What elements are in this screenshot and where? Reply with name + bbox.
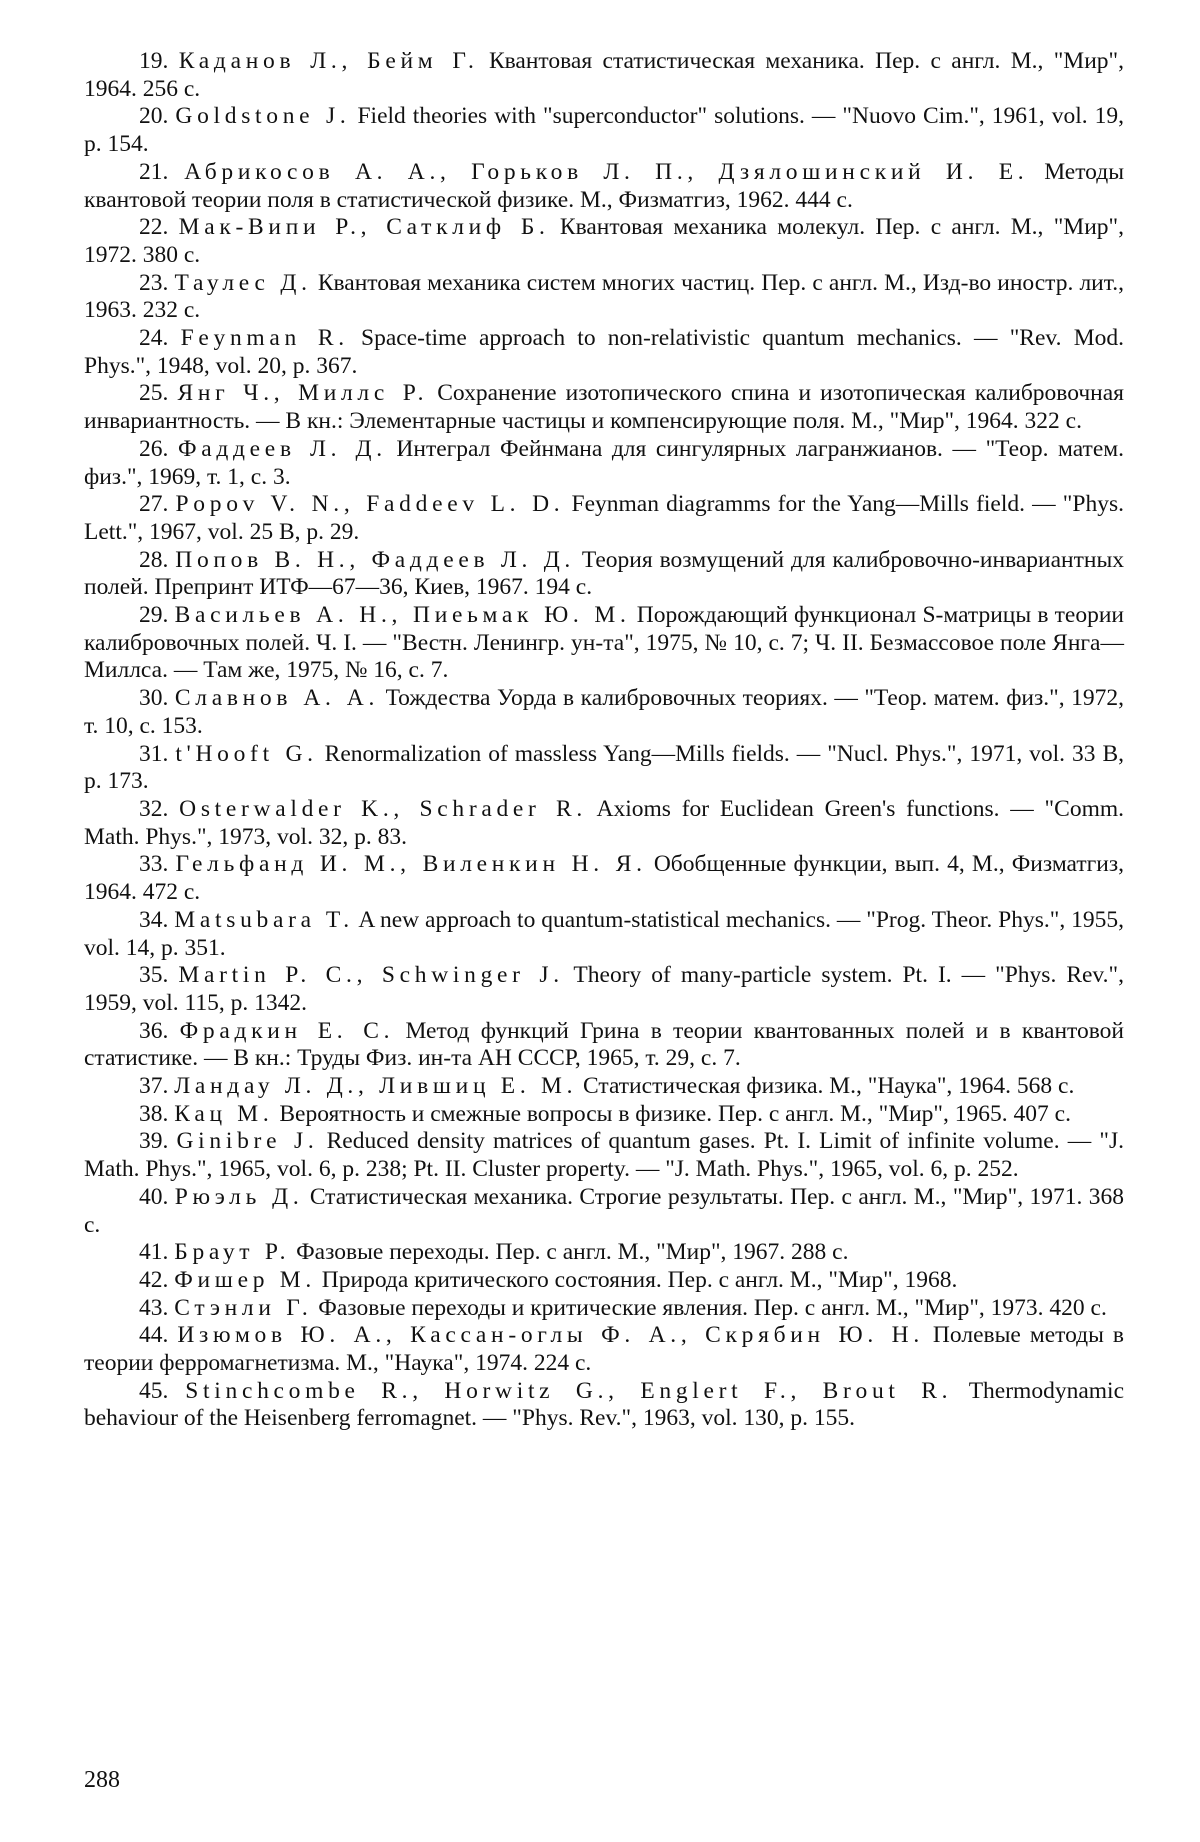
reference-authors: Matsubara T. (174, 906, 354, 933)
reference-item (84, 1184, 1124, 1239)
reference-text: Статистическая физика. М., "Наука", 1964. 568 с. (577, 1073, 1075, 1100)
reference-item (84, 796, 1124, 851)
reference-text: Квантовая статистическая механика. Пер. с англ. М., "Мир", 1964. 256 с. (84, 48, 1124, 102)
reference-number: 29. (139, 602, 169, 629)
reference-number: 31. (139, 740, 169, 767)
reference-text: Полевые методы в теории ферромагнетизма. М., "Наука", 1974. 224 с. (84, 1322, 1125, 1377)
reference-number: 38. (139, 1100, 169, 1127)
reference-text: Фазовые переходы и критические явления. Пер. с англ. М., "Мир", 1973. 420 с. (312, 1294, 1107, 1321)
reference-item (84, 851, 1124, 906)
reference-item (84, 741, 1124, 796)
reference-list (84, 48, 1124, 1433)
reference-item (84, 380, 1124, 435)
reference-text: Тождества Уорда в калибровочных теориях. — "Теор. матем. физ.", 1972, т. 10, с. 153. (84, 685, 1125, 739)
reference-text: Природа критического состояния. Пер. с англ. М., "Мир", 1968. (315, 1266, 958, 1293)
reference-text: Space-time approach to non-relativistic quantum mechanics. — "Rev. Mod. Phys.", 1948, vol. 20, p. 367. (84, 325, 1125, 379)
reference-number: 30. (139, 685, 169, 712)
reference-number: 21. (139, 158, 169, 185)
reference-item (84, 1128, 1124, 1183)
reference-text: Квантовая механика молекул. Пер. с англ. М., "Мир", 1972. 380 с. (84, 214, 1124, 268)
reference-text: Метод функций Грина в теории квантованных полей и в квантовой статистике. — В кн.: Труды Физ. ин-та АН СССР, 1965, т. 29, с. 7. (84, 1017, 1125, 1072)
reference-text: Theory of many-particle system. Pt. I. — "Phys. Rev.", 1959, vol. 115, p. 1342. (84, 962, 1125, 1016)
reference-number: 44. (139, 1322, 169, 1349)
reference-number: 36. (139, 1017, 169, 1044)
reference-item (84, 159, 1124, 214)
reference-item (84, 602, 1124, 685)
reference-number: 40. (139, 1183, 169, 1210)
reference-item (84, 1073, 1124, 1101)
reference-number: 20. (139, 103, 169, 130)
reference-authors: Славнов А. А. (174, 685, 380, 712)
reference-number: 34. (139, 906, 169, 933)
reference-number: 28. (139, 546, 169, 573)
reference-text: Интеграл Фейнмана для сингулярных лагранжианов. — "Теор. матем. физ.", 1969, т. 1, с. 3. (84, 435, 1125, 490)
reference-item (84, 907, 1124, 962)
reference-text: Renormalization of massless Yang—Mills fields. — "Nucl. Phys.", 1971, vol. 33 B, p. 173. (84, 740, 1124, 795)
reference-text: Вероятность и смежные вопросы в физике. Пер. с англ. М., "Мир", 1965. 407 с. (273, 1100, 1071, 1127)
reference-text: Квантовая механика систем многих частиц. Пер. с англ. М., Изд-во иностр. лит., 1963. 232 с. (84, 269, 1125, 324)
reference-authors: Янг Ч., Миллс Р. (177, 380, 429, 407)
reference-text: Теория возмущений для калибровочно-инвариантных полей. Препринт ИТФ—67—36, Киев, 1967. 194 с. (84, 546, 1125, 601)
reference-authors: Каданов Л., Бейм Г. (178, 48, 479, 74)
reference-item (84, 270, 1124, 325)
reference-item (84, 1018, 1124, 1073)
reference-number: 25. (139, 380, 169, 407)
reference-authors: Таулес Д. (174, 269, 312, 296)
reference-authors: Васильев А. Н., Пиеьмак Ю. М. (174, 602, 631, 629)
reference-text: Порождающий функционал S-матрицы в теории калибровочных полей. Ч. I. — "Вестн. Ленингр. ун-та", 1975, № 10, с. 7; Ч. II. Безмассовое поле Янга—Миллса. — Там же, 1975, № 16, с. 7. (84, 602, 1124, 684)
reference-authors: Фрадкин Е. С. (179, 1017, 395, 1044)
page-number: 288 (84, 1767, 120, 1793)
reference-text: Методы квантовой теории поля в статистической физике. М., Физматгиз, 1962. 444 с. (84, 158, 1125, 213)
reference-number: 43. (139, 1294, 169, 1321)
reference-authors: Feynman R. (180, 325, 349, 352)
reference-item (84, 962, 1124, 1017)
reference-authors: Stinchcombe R., Horwitz G., Englert F., Brout R. (185, 1377, 953, 1404)
reference-item (84, 1378, 1124, 1433)
reference-item (84, 1322, 1124, 1377)
reference-authors: Гельфанд И. М., Виленкин Н. Я. (175, 851, 647, 878)
reference-authors: Goldstone J. (175, 103, 351, 130)
reference-number: 33. (139, 851, 169, 878)
reference-text: Обобщенные функции, вып. 4, М., Физматгиз, 1964. 472 с. (84, 851, 1125, 906)
reference-authors: Ginibre J. (176, 1128, 319, 1155)
reference-authors: Рюэль Д. (174, 1183, 304, 1210)
reference-number: 35. (139, 962, 169, 989)
reference-authors: Фишер М. (174, 1266, 316, 1293)
reference-number: 27. (139, 491, 169, 518)
reference-text: Статистическая механика. Строгие результаты. Пер. с англ. М., "Мир", 1971. 368 с. (84, 1183, 1125, 1238)
reference-item (84, 48, 1124, 103)
reference-text: Reduced density matrices of quantum gases. Pt. I. Limit of infinite volume. — "J. Math. Phys.", 1965, vol. 6, p. 238; Pt. II. Cluster property. — "J. Math. Phys.", 1965, vol. 6, p. 252. (84, 1128, 1125, 1183)
reference-number: 45. (139, 1377, 169, 1404)
reference-item (84, 1101, 1124, 1129)
reference-item (84, 436, 1124, 491)
reference-item (84, 685, 1124, 740)
reference-number: 26. (139, 435, 169, 462)
reference-item (84, 547, 1124, 602)
reference-text: Thermodynamic behaviour of the Heisenberg ferromagnet. — "Phys. Rev.", 1963, vol. 130, p. 155. (84, 1377, 1125, 1432)
reference-number: 23. (139, 269, 169, 296)
reference-authors: Мак-Випи Р., Сатклиф Б. (178, 214, 550, 241)
reference-number: 42. (139, 1266, 169, 1293)
reference-authors: Martin P. C., Schwinger J. (178, 962, 564, 989)
reference-authors: Изюмов Ю. А., Кассан-оглы Ф. А., Скрябин Ю. Н. (177, 1322, 924, 1349)
reference-text: Axioms for Euclidean Green's functions. — "Comm. Math. Phys.", 1973, vol. 32, p. 83. (84, 795, 1124, 850)
reference-item (84, 103, 1124, 158)
reference-number: 24. (139, 325, 169, 352)
reference-authors: Абрикосов А. А., Горьков Л. П., Дзялошинский И. Е. (184, 158, 1029, 185)
reference-text: Сохранение изотопического спина и изотопическая калибровочная инвариантность. — В кн.: Элементарные частицы и компенсирующие поля. М., "Мир", 1964. 322 с. (84, 380, 1124, 435)
reference-item (84, 1267, 1124, 1295)
reference-number: 37. (139, 1073, 169, 1100)
reference-item (84, 1295, 1124, 1323)
reference-number: 22. (139, 214, 169, 241)
reference-number: 41. (139, 1239, 169, 1266)
reference-text: Фазовые переходы. Пер. с англ. М., "Мир", 1967. 288 с. (290, 1239, 849, 1266)
reference-item (84, 491, 1124, 546)
reference-authors: Попов В. Н., Фаддеев Л. Д. (175, 546, 576, 573)
reference-item (84, 1239, 1124, 1267)
reference-number: 32. (139, 795, 169, 822)
reference-authors: Фаддеев Л. Д. (177, 435, 387, 462)
reference-authors: t'Hooft G. (175, 740, 318, 767)
reference-authors: Кац М. (174, 1100, 274, 1127)
reference-text: A new approach to quantum-statistical mechanics. — "Prog. Theor. Phys.", 1955, vol. 14, p. 351. (84, 906, 1125, 961)
reference-authors: Стэнли Г. (174, 1294, 313, 1321)
reference-authors: Osterwalder K., Schrader R. (179, 795, 588, 822)
reference-item (84, 214, 1124, 269)
reference-authors: Ландау Л. Д., Лившиц Е. М. (174, 1073, 578, 1100)
reference-text: Feynman diagramms for the Yang—Mills field. — "Phys. Lett.", 1967, vol. 25 B, p. 29. (84, 491, 1124, 545)
reference-text: Field theories with "superconductor" solutions. — "Nuovo Cim.", 1961, vol. 19, p. 154. (84, 103, 1125, 158)
reference-item (84, 325, 1124, 380)
reference-number: 19. (139, 48, 169, 74)
reference-authors: Popov V. N., Faddeev L. D. (175, 491, 565, 518)
reference-number: 39. (139, 1128, 169, 1155)
reference-authors: Браут Р. (174, 1239, 291, 1266)
